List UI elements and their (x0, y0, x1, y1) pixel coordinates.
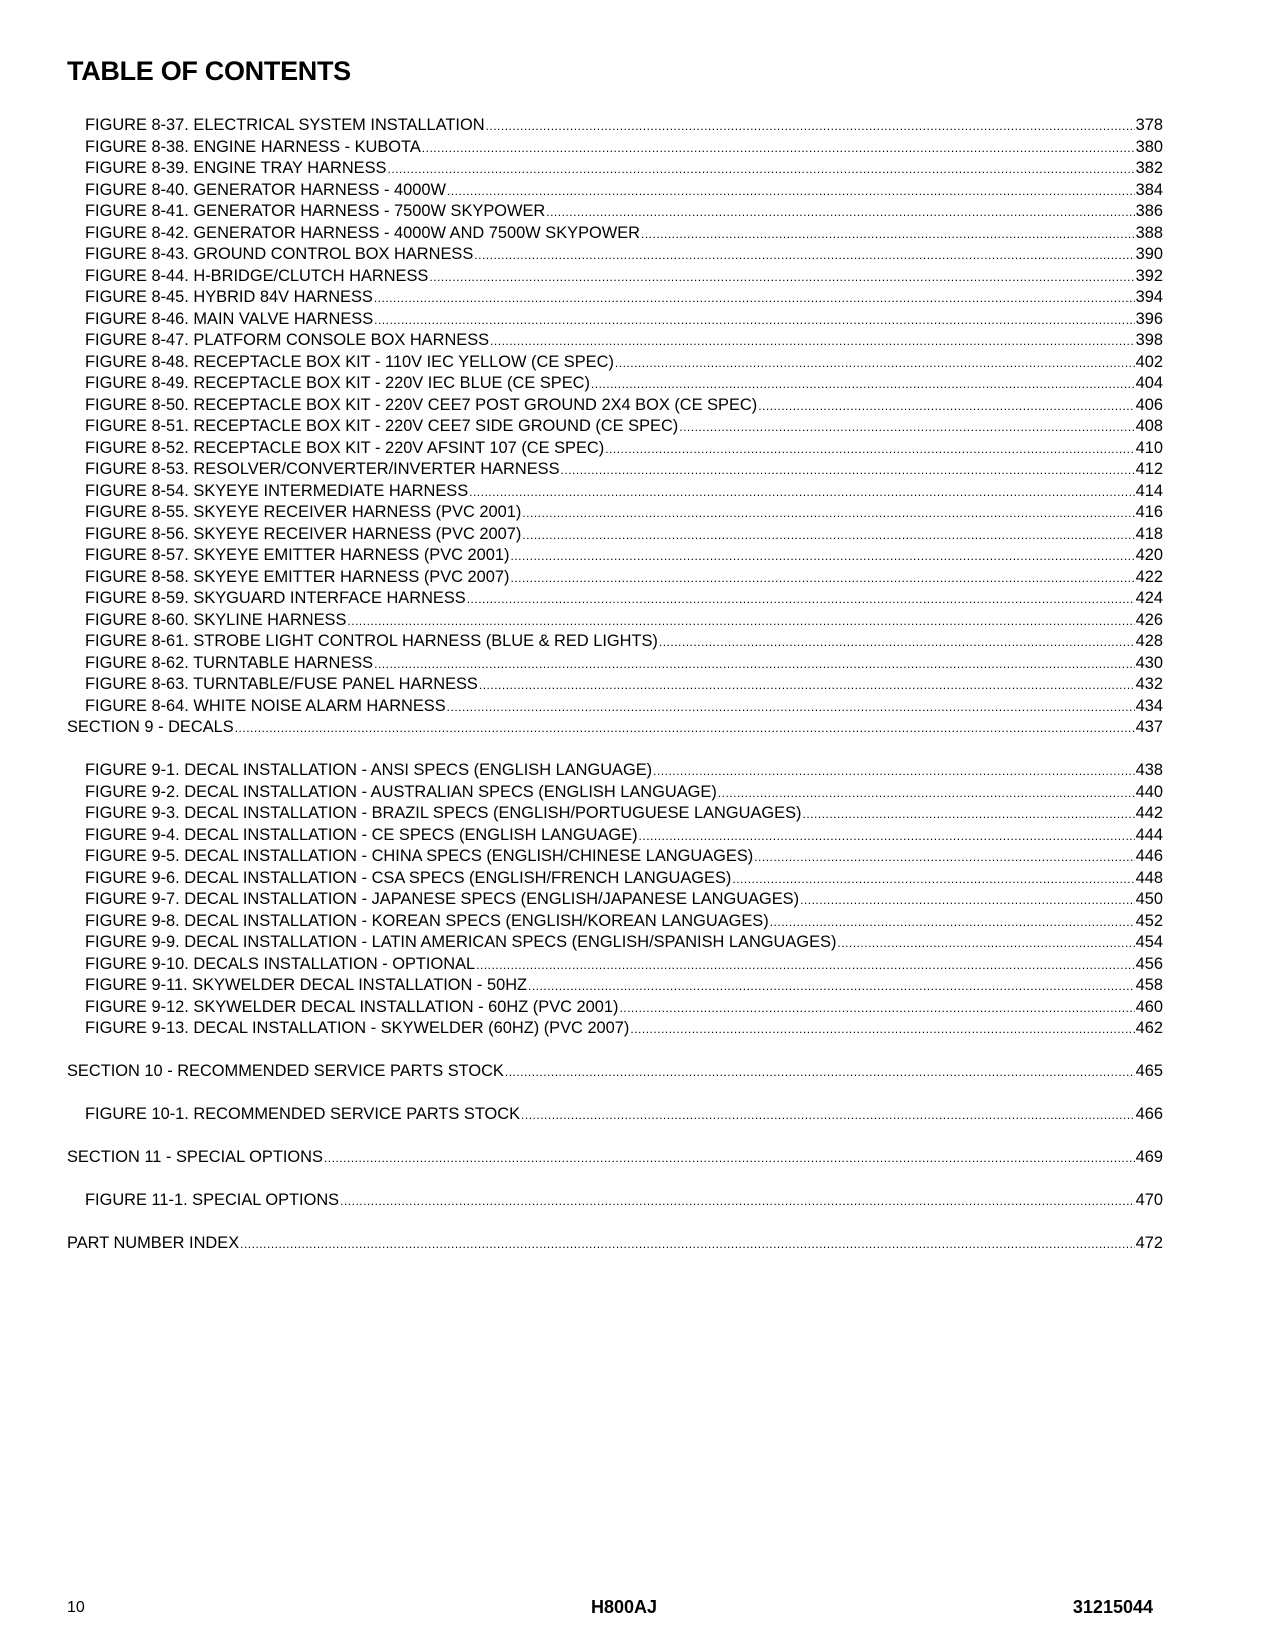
toc-figure-entry[interactable] (67, 438, 1163, 460)
toc-figure-entry[interactable] (67, 868, 1163, 890)
toc-figure-entry[interactable] (67, 997, 1163, 1019)
toc-entry-label: FIGURE 8-48. RECEPTACLE BOX KIT - 110V IEC YELLOW (CE SPEC) (85, 352, 614, 371)
toc-entry-page-number: 450 (1135, 890, 1163, 908)
toc-dot-leader (387, 159, 1134, 180)
toc-dot-leader (758, 396, 1134, 417)
toc-figure-entry[interactable] (67, 266, 1163, 288)
toc-dot-leader (619, 998, 1134, 1019)
toc-entry-label: FIGURE 9-13. DECAL INSTALLATION - SKYWELDER (60HZ) (PVC 2007) (85, 1019, 630, 1037)
toc-dot-leader (522, 525, 1134, 546)
toc-dot-leader (479, 675, 1135, 696)
toc-dot-leader (653, 761, 1135, 782)
toc-dot-leader (469, 482, 1135, 503)
toc-dot-leader (615, 353, 1135, 374)
toc-figure-entry[interactable] (67, 911, 1163, 933)
toc-entry-page-number: 466 (1135, 1105, 1163, 1123)
toc-dot-leader (837, 933, 1134, 954)
toc-dot-leader (467, 589, 1135, 610)
toc-dot-leader (546, 202, 1134, 223)
toc-dot-leader (510, 546, 1134, 567)
toc-section-entry[interactable] (67, 1147, 1163, 1169)
toc-entry-page-number: 402 (1135, 352, 1163, 371)
toc-entry-page-number: 442 (1135, 804, 1163, 822)
toc-figure-entry[interactable] (67, 954, 1163, 976)
toc-entry-label: FIGURE 9-10. DECALS INSTALLATION - OPTIONAL (85, 954, 476, 973)
footer-model: H800AJ (591, 1597, 658, 1617)
toc-entry-page-number: 469 (1135, 1148, 1163, 1166)
toc-entry-label: FIGURE 8-63. TURNTABLE/FUSE PANEL HARNESS (85, 675, 478, 693)
table-of-contents (67, 115, 1163, 1255)
toc-entry-label: FIGURE 8-58. SKYEYE EMITTER HARNESS (PVC 2007) (85, 567, 510, 586)
toc-entry-label: FIGURE 8-64. WHITE NOISE ALARM HARNESS (85, 696, 446, 715)
toc-dot-leader (505, 1062, 1135, 1083)
toc-entry-page-number: 446 (1135, 847, 1163, 865)
toc-entry-page-number: 404 (1135, 374, 1163, 392)
toc-entry-page-number: 382 (1135, 159, 1163, 177)
toc-entry-page-number: 422 (1135, 567, 1163, 586)
toc-figure-entry[interactable] (67, 137, 1163, 159)
toc-entry-page-number: 428 (1135, 632, 1163, 650)
toc-dot-leader (521, 1105, 1135, 1126)
toc-figure-entry[interactable] (67, 330, 1163, 352)
toc-figure-entry[interactable] (67, 287, 1163, 309)
toc-dot-leader (324, 1148, 1135, 1169)
toc-entry-page-number: 426 (1135, 610, 1163, 629)
toc-figure-entry[interactable] (67, 180, 1163, 202)
toc-figure-entry[interactable] (67, 309, 1163, 331)
toc-dot-leader (803, 804, 1135, 825)
toc-entry-label: FIGURE 8-37. ELECTRICAL SYSTEM INSTALLATION (85, 116, 485, 134)
toc-entry-page-number: 388 (1135, 223, 1163, 242)
toc-entry-page-number: 410 (1135, 438, 1163, 457)
toc-entry-page-number: 380 (1135, 137, 1163, 156)
toc-entry-page-number: 416 (1135, 503, 1163, 521)
toc-dot-leader (605, 439, 1134, 460)
toc-dot-leader (340, 1191, 1135, 1212)
toc-figure-entry[interactable] (67, 760, 1163, 782)
toc-dot-leader (591, 374, 1135, 395)
toc-figure-entry[interactable] (67, 545, 1163, 567)
toc-entry-label: FIGURE 8-59. SKYGUARD INTERFACE HARNESS (85, 589, 466, 607)
toc-figure-entry[interactable] (67, 481, 1163, 503)
toc-entry-page-number: 384 (1135, 180, 1163, 199)
toc-entry-label: FIGURE 8-47. PLATFORM CONSOLE BOX HARNESS (85, 331, 490, 349)
toc-entry-label: FIGURE 9-11. SKYWELDER DECAL INSTALLATION - 50HZ (85, 976, 528, 994)
toc-figure-entry[interactable] (67, 567, 1163, 589)
toc-entry-page-number: 378 (1135, 116, 1163, 134)
toc-entry-page-number: 424 (1135, 589, 1163, 607)
toc-entry-label: FIGURE 8-45. HYBRID 84V HARNESS (85, 288, 373, 306)
toc-entry-label: FIGURE 8-53. RESOLVER/CONVERTER/INVERTER HARNESS (85, 460, 560, 478)
toc-entry-page-number: 472 (1135, 1234, 1163, 1252)
toc-entry-label: SECTION 10 - RECOMMENDED SERVICE PARTS STOCK (67, 1062, 504, 1080)
toc-figure-entry[interactable] (67, 631, 1163, 653)
toc-dot-leader (718, 783, 1135, 804)
footer-document-number: 31215044 (1072, 1597, 1153, 1617)
toc-entry-page-number: 420 (1135, 546, 1163, 564)
toc-dot-leader (528, 976, 1135, 997)
toc-dot-leader (679, 417, 1134, 438)
toc-figure-entry[interactable] (67, 782, 1163, 804)
toc-entry-label: SECTION 11 - SPECIAL OPTIONS (67, 1148, 323, 1166)
toc-figure-entry[interactable] (67, 223, 1163, 245)
toc-entry-label: FIGURE 8-44. H-BRIDGE/CLUTCH HARNESS (85, 266, 429, 285)
toc-entry-label: FIGURE 8-56. SKYEYE RECEIVER HARNESS (PVC 2007) (85, 524, 522, 543)
toc-entry-page-number: 444 (1135, 825, 1163, 844)
toc-figure-entry[interactable] (67, 825, 1163, 847)
toc-entry-page-number: 430 (1135, 653, 1163, 672)
page-title: TABLE OF CONTENTS (67, 56, 351, 86)
toc-entry-label: FIGURE 9-1. DECAL INSTALLATION - ANSI SPECS (ENGLISH LANGUAGE) (85, 761, 653, 779)
toc-entry-page-number: 394 (1135, 288, 1163, 306)
toc-dot-leader (474, 245, 1134, 266)
toc-entry-page-number: 398 (1135, 331, 1163, 349)
toc-dot-leader (429, 267, 1134, 288)
page-footer (67, 1597, 1153, 1619)
toc-dot-leader (659, 632, 1135, 653)
toc-figure-entry[interactable] (67, 502, 1163, 524)
toc-entry-label: FIGURE 8-50. RECEPTACLE BOX KIT - 220V CEE7 POST GROUND 2X4 BOX (CE SPEC) (85, 395, 758, 414)
toc-entry-label: FIGURE 8-60. SKYLINE HARNESS (85, 610, 347, 629)
toc-entry-page-number: 454 (1135, 933, 1163, 951)
toc-dot-leader (447, 181, 1135, 202)
toc-entry-page-number: 470 (1135, 1191, 1163, 1209)
toc-entry-page-number: 408 (1135, 417, 1163, 435)
toc-dot-leader (374, 310, 1135, 331)
toc-figure-entry[interactable] (67, 653, 1163, 675)
toc-entry-page-number: 437 (1135, 718, 1163, 736)
toc-entry-label: FIGURE 8-41. GENERATOR HARNESS - 7500W SKYPOWER (85, 202, 546, 220)
toc-figure-entry[interactable] (67, 1018, 1163, 1040)
toc-entry-page-number: 448 (1135, 868, 1163, 887)
toc-entry-page-number: 386 (1135, 202, 1163, 220)
toc-entry-label: FIGURE 11-1. SPECIAL OPTIONS (85, 1191, 340, 1209)
toc-section-entry[interactable] (67, 1061, 1163, 1083)
toc-entry-page-number: 458 (1135, 976, 1163, 994)
toc-entry-page-number: 465 (1135, 1062, 1163, 1080)
toc-entry-label: FIGURE 8-49. RECEPTACLE BOX KIT - 220V IEC BLUE (CE SPEC) (85, 374, 590, 392)
toc-dot-leader (486, 116, 1135, 137)
toc-dot-leader (422, 138, 1135, 159)
toc-entry-label: FIGURE 9-4. DECAL INSTALLATION - CE SPECS (ENGLISH LANGUAGE) (85, 825, 638, 844)
toc-entry-page-number: 406 (1135, 395, 1163, 414)
toc-figure-entry[interactable] (67, 244, 1163, 266)
toc-dot-leader (770, 912, 1135, 933)
toc-entry-label: FIGURE 8-57. SKYEYE EMITTER HARNESS (PVC 2001) (85, 546, 510, 564)
toc-entry-label: FIGURE 8-39. ENGINE TRAY HARNESS (85, 159, 387, 177)
toc-section-entry[interactable] (67, 1233, 1163, 1255)
toc-entry-page-number: 412 (1135, 460, 1163, 478)
toc-figure-entry[interactable] (67, 803, 1163, 825)
toc-figure-entry[interactable] (67, 975, 1163, 997)
toc-figure-entry[interactable] (67, 395, 1163, 417)
toc-entry-label: FIGURE 8-42. GENERATOR HARNESS - 4000W AND 7500W SKYPOWER (85, 223, 640, 242)
toc-figure-entry[interactable] (67, 524, 1163, 546)
toc-entry-label: FIGURE 10-1. RECOMMENDED SERVICE PARTS STOCK (85, 1105, 521, 1123)
toc-figure-entry[interactable] (67, 373, 1163, 395)
toc-figure-entry[interactable] (67, 846, 1163, 868)
toc-entry-page-number: 392 (1135, 266, 1163, 285)
toc-dot-leader (374, 654, 1135, 675)
toc-entry-label: FIGURE 8-51. RECEPTACLE BOX KIT - 220V CEE7 SIDE GROUND (CE SPEC) (85, 417, 679, 435)
footer-page-number: 10 (67, 1599, 85, 1616)
toc-entry-page-number: 414 (1135, 481, 1163, 500)
toc-figure-entry[interactable] (67, 158, 1163, 180)
toc-dot-leader (374, 288, 1135, 309)
toc-dot-leader (639, 826, 1135, 847)
toc-entry-page-number: 456 (1135, 954, 1163, 973)
toc-entry-label: FIGURE 8-61. STROBE LIGHT CONTROL HARNESS (BLUE & RED LIGHTS) (85, 632, 658, 650)
toc-figure-entry[interactable] (67, 696, 1163, 718)
toc-figure-entry[interactable] (67, 889, 1163, 911)
toc-figure-entry[interactable] (67, 588, 1163, 610)
toc-entry-label: FIGURE 8-55. SKYEYE RECEIVER HARNESS (PVC 2001) (85, 503, 522, 521)
toc-figure-entry[interactable] (67, 610, 1163, 632)
toc-entry-page-number: 390 (1135, 245, 1163, 263)
toc-dot-leader (490, 331, 1135, 352)
toc-entry-page-number: 418 (1135, 524, 1163, 543)
toc-dot-leader (630, 1019, 1134, 1040)
toc-entry-label: SECTION 9 - DECALS (67, 718, 234, 736)
toc-entry-label: FIGURE 9-7. DECAL INSTALLATION - JAPANESE SPECS (ENGLISH/JAPANESE LANGUAGES) (85, 890, 800, 908)
toc-dot-leader (641, 224, 1135, 245)
toc-entry-label: FIGURE 8-43. GROUND CONTROL BOX HARNESS (85, 245, 474, 263)
toc-entry-label: FIGURE 9-5. DECAL INSTALLATION - CHINA SPECS (ENGLISH/CHINESE LANGUAGES) (85, 847, 754, 865)
toc-dot-leader (754, 847, 1134, 868)
toc-entry-label: FIGURE 9-3. DECAL INSTALLATION - BRAZIL SPECS (ENGLISH/PORTUGUESE LANGUAGES) (85, 804, 802, 822)
toc-figure-entry[interactable] (67, 674, 1163, 696)
toc-entry-page-number: 432 (1135, 675, 1163, 693)
toc-figure-entry[interactable] (67, 459, 1163, 481)
toc-entry-label: FIGURE 9-6. DECAL INSTALLATION - CSA SPECS (ENGLISH/FRENCH LANGUAGES) (85, 868, 732, 887)
toc-entry-label: FIGURE 8-62. TURNTABLE HARNESS (85, 653, 374, 672)
toc-figure-entry[interactable] (67, 115, 1163, 137)
toc-entry-page-number: 434 (1135, 696, 1163, 715)
toc-figure-entry[interactable] (67, 201, 1163, 223)
toc-figure-entry[interactable] (67, 1104, 1163, 1126)
toc-entry-label: FIGURE 9-12. SKYWELDER DECAL INSTALLATION - 60HZ (PVC 2001) (85, 997, 619, 1016)
toc-entry-page-number: 438 (1135, 761, 1163, 779)
toc-entry-page-number: 462 (1135, 1019, 1163, 1037)
toc-figure-entry[interactable] (67, 932, 1163, 954)
toc-dot-leader (347, 611, 1134, 632)
toc-dot-leader (240, 1234, 1135, 1255)
toc-entry-label: FIGURE 9-2. DECAL INSTALLATION - AUSTRALIAN SPECS (ENGLISH LANGUAGE) (85, 782, 717, 801)
toc-entry-page-number: 396 (1135, 309, 1163, 328)
toc-entry-label: FIGURE 9-9. DECAL INSTALLATION - LATIN AMERICAN SPECS (ENGLISH/SPANISH LANGUAGES) (85, 933, 837, 951)
toc-dot-leader (561, 460, 1135, 481)
toc-dot-leader (732, 869, 1134, 890)
toc-figure-entry[interactable] (67, 1190, 1163, 1212)
toc-entry-label: FIGURE 8-54. SKYEYE INTERMEDIATE HARNESS (85, 481, 469, 500)
toc-section-entry[interactable] (67, 717, 1163, 739)
toc-dot-leader (522, 503, 1134, 524)
toc-entry-label: PART NUMBER INDEX (67, 1234, 240, 1252)
toc-dot-leader (235, 718, 1135, 739)
toc-entry-page-number: 440 (1135, 782, 1163, 801)
toc-entry-page-number: 452 (1135, 911, 1163, 930)
toc-entry-label: FIGURE 9-8. DECAL INSTALLATION - KOREAN SPECS (ENGLISH/KOREAN LANGUAGES) (85, 911, 769, 930)
toc-entry-label: FIGURE 8-38. ENGINE HARNESS - KUBOTA (85, 137, 421, 156)
toc-dot-leader (800, 890, 1135, 911)
toc-entry-label: FIGURE 8-52. RECEPTACLE BOX KIT - 220V AFSINT 107 (CE SPEC) (85, 438, 605, 457)
toc-dot-leader (447, 697, 1135, 718)
toc-entry-label: FIGURE 8-40. GENERATOR HARNESS - 4000W (85, 180, 446, 199)
toc-figure-entry[interactable] (67, 416, 1163, 438)
toc-entry-label: FIGURE 8-46. MAIN VALVE HARNESS (85, 309, 374, 328)
toc-dot-leader (476, 955, 1135, 976)
toc-entry-page-number: 460 (1135, 997, 1163, 1016)
toc-figure-entry[interactable] (67, 352, 1163, 374)
toc-dot-leader (510, 568, 1134, 589)
